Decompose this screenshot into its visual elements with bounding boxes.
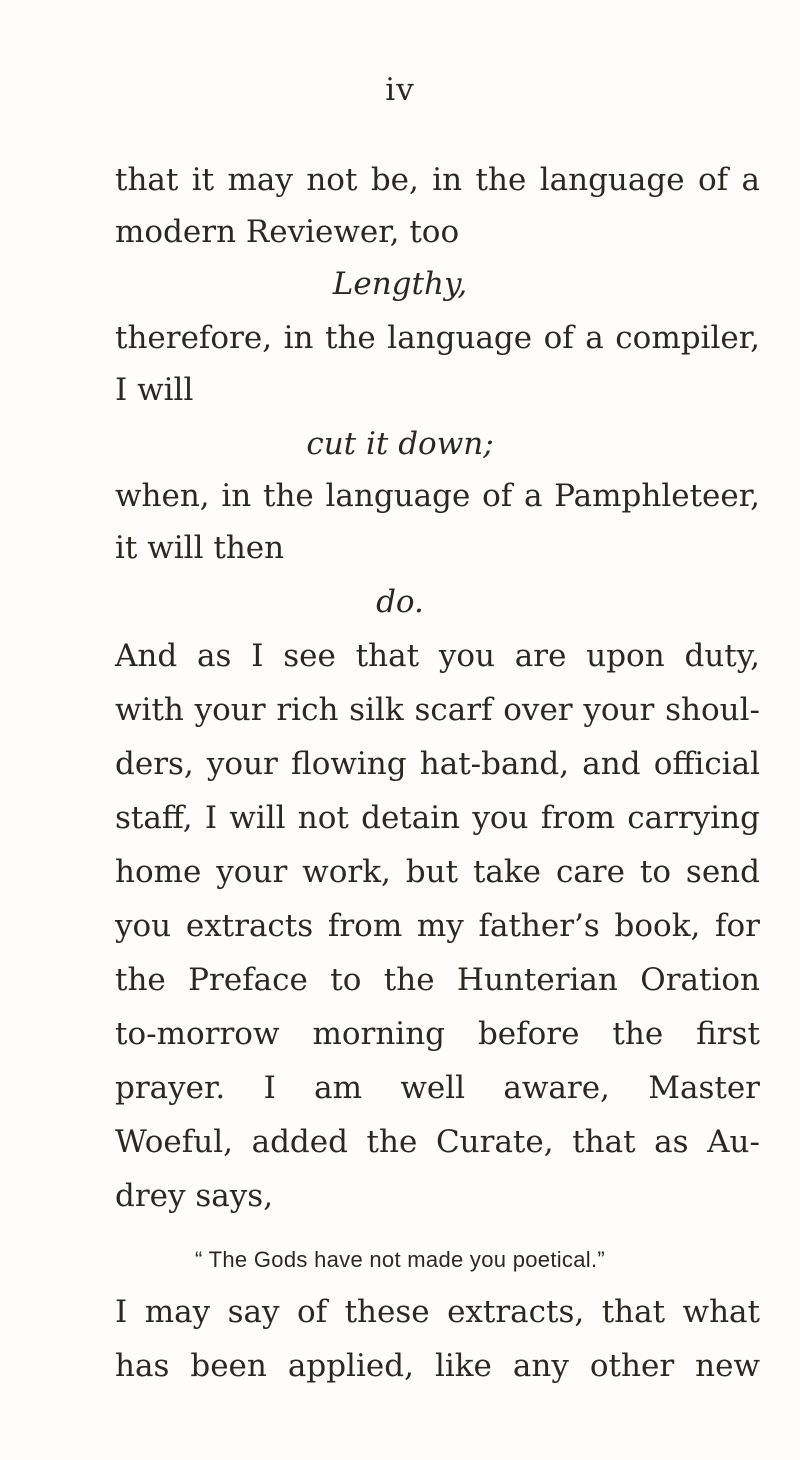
text-line: And as I see that you are upon duty, xyxy=(115,638,760,674)
quotation: “ The Gods have not made you poetical.” xyxy=(195,1247,605,1272)
page-number: iv xyxy=(385,72,415,108)
text-line: has been applied, like any other new xyxy=(115,1348,760,1384)
text-line: ders, your flowing hat-band, and official xyxy=(115,746,760,782)
text-line: drey says, xyxy=(115,1178,274,1214)
text-line: prayer. I am well aware, Master xyxy=(115,1070,760,1106)
text-line: you extracts from my father’s book, for xyxy=(115,908,760,944)
text-line: with your rich silk scarf over your shoul- xyxy=(115,692,760,728)
text-line: when, in the language of a Pamphleteer, xyxy=(115,478,760,514)
text-line: to-morrow morning before the first xyxy=(115,1016,760,1052)
text-line: staff, I will not detain you from carrying xyxy=(115,800,760,836)
text-line: I will xyxy=(115,372,194,408)
centered-phrase: cut it down; xyxy=(306,426,494,462)
centered-phrase: Lengthy, xyxy=(332,266,468,302)
text-line: it will then xyxy=(115,530,285,566)
text-line: that it may not be, in the language of a xyxy=(115,162,760,198)
centered-phrase: do. xyxy=(376,584,424,620)
text-line: I may say of these extracts, that what xyxy=(115,1294,760,1330)
text-line: home your work, but take care to send xyxy=(115,854,760,890)
text-line: the Preface to the Hunterian Oration xyxy=(115,962,760,998)
text-line: therefore, in the language of a compiler, xyxy=(115,320,760,356)
text-line: Woeful, added the Curate, that as Au- xyxy=(115,1124,760,1160)
text-line: modern Reviewer, too xyxy=(115,214,460,250)
